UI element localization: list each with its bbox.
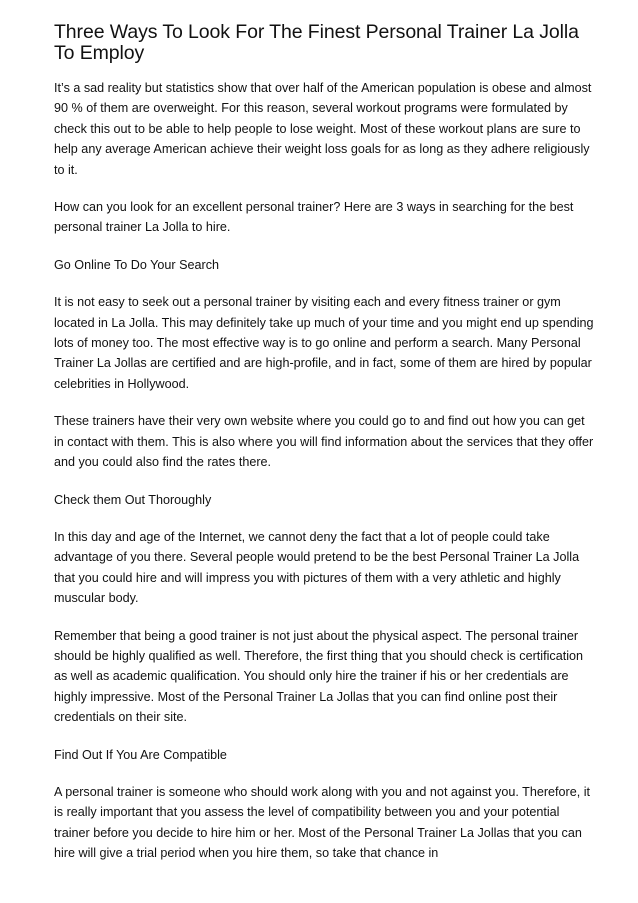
paragraph-go-online-1: It is not easy to seek out a personal trainer by visiting each and every fitness trainer or gym located in La Jolla. This may definitely take up much of your time and you might end up spending lots of money too. The most effective way is to go online and perform a search. Many Personal Trainer La Jollas are certified and are high-profile, and in fact, some of them are hired by popular celebrities in Hollywood. bbox=[54, 295, 594, 391]
section-heading-check-thoroughly: Check them Out Thoroughly bbox=[54, 492, 212, 507]
section-heading-compatible: Find Out If You Are Compatible bbox=[54, 747, 227, 762]
paragraph-go-online-2: These trainers have their very own website where you could go to and find out how you can get in contact with them. This is also where you will find information about the services that they offer and you could also find the rates there. bbox=[54, 414, 594, 470]
paragraph-check-2: Remember that being a good trainer is not just about the physical aspect. The personal trainer should be highly qualified as well. Therefore, the first thing that you should check is certification as well as academic qualification. You should only hire the trainer if his or her credentials are highly impressive. Most of the Personal Trainer La Jollas that you can find online post their credentials on their site. bbox=[54, 628, 583, 725]
paragraph-check-1: In this day and age of the Internet, we cannot deny the fact that a lot of people could take advantage of you there. Several people would pretend to be the best Personal Trainer La Jolla that you could hire and will impress you with pictures of them with a very athletic and highly muscular body. bbox=[54, 529, 580, 606]
paragraph-question: How can you look for an excellent personal trainer? Here are 3 ways in searching for the best personal trainer La Jolla to hire. bbox=[54, 200, 574, 235]
paragraph-compatible: A personal trainer is someone who should work along with you and not against you. Therefore, it is really important that you assess the level of compatibility between you and your potential trainer before you decide to hire him or her. Most of the Personal Trainer La Jollas that you can hire will give a trial period when you hire them, so take that chance in bbox=[54, 784, 591, 861]
document-title: Three Ways To Look For The Finest Personal Trainer La Jolla To Employ bbox=[54, 21, 579, 64]
paragraph-intro: It’s a sad reality but statistics show that over half of the American population is obese and almost 90 % of them are overweight. For this reason, several workout programs were formulated by check this out to be able to help people to lose weight. Most of these workout plans are sure to help any average American achieve their weight loss goals for as long as they adhere religiously to it. bbox=[54, 81, 592, 177]
section-heading-go-online: Go Online To Do Your Search bbox=[54, 257, 219, 272]
document-body bbox=[54, 22, 594, 881]
